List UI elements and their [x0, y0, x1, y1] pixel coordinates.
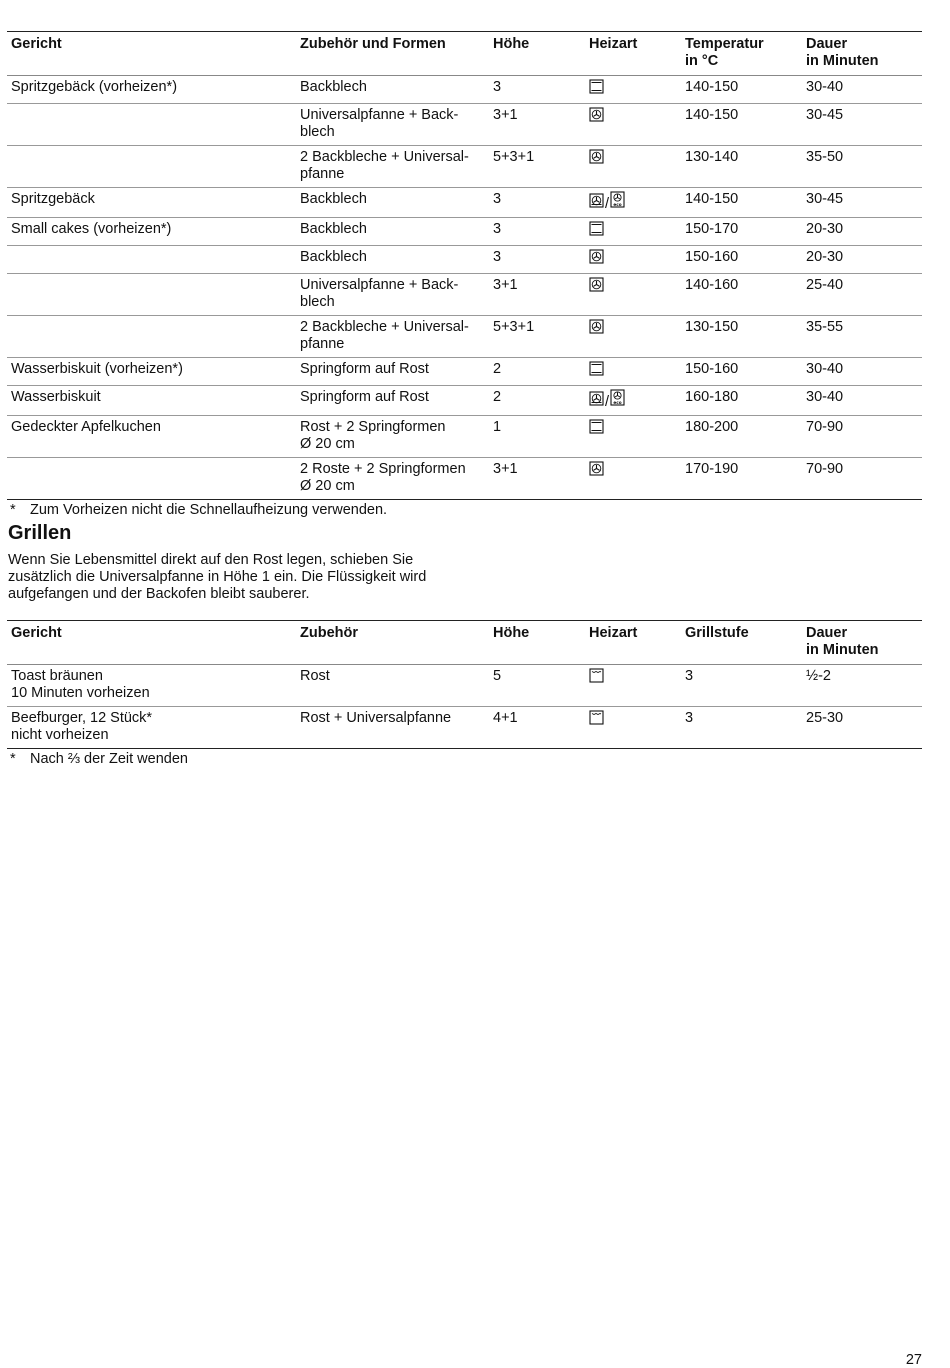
hot-air-icon [589, 319, 604, 339]
section-title: Grillen [8, 522, 72, 544]
duration-cell: 30-45 [806, 107, 844, 123]
temperature-cell: 140-150 [685, 107, 739, 123]
height-cell: 3+1 [493, 461, 518, 477]
duration-cell: 30-40 [806, 361, 844, 377]
hot-air-icon [589, 107, 604, 127]
column-header [296, 32, 489, 76]
table-row [7, 386, 922, 416]
accessory-cell: Backblech [300, 191, 367, 207]
heating-mode-cell [585, 458, 681, 500]
accessory-cell: 2 Backbleche + Universal- pfanne [300, 319, 469, 352]
column-header [681, 32, 802, 76]
hot-air-eco-icon: / eco [589, 191, 625, 213]
table-row [7, 458, 922, 500]
height-cell: 4+1 [493, 710, 518, 726]
duration-cell: 70-90 [806, 419, 844, 435]
height-cell: 1 [493, 419, 502, 435]
table-row [7, 707, 922, 749]
dish-cell: Gedeckter Apfelkuchen [11, 419, 161, 435]
dish-cell [7, 146, 296, 188]
height-cell: 3 [493, 221, 502, 237]
footnote-text: Nach ⅔ der Zeit wenden [30, 751, 188, 767]
hot-air-icon [589, 149, 604, 169]
svg-text:eco: eco [613, 202, 622, 207]
temperature-cell: 140-150 [685, 79, 739, 95]
dish-cell [7, 274, 296, 316]
section-intro: Wenn Sie Lebensmittel direkt auf den Rost legen, schieben Sie zusätzlich die Universalpfanne in Höhe 1 ein. Die Flüssigkeit wird aufgefangen und der Backofen bleibt sauberer. [8, 552, 427, 602]
height-cell: 3+1 [493, 277, 518, 293]
column-header [802, 621, 922, 665]
column-header-text: Dauer [806, 625, 848, 641]
grill-table [7, 620, 922, 749]
svg-text:eco: eco [613, 400, 622, 405]
height-cell: 3 [493, 79, 502, 95]
column-header [7, 621, 296, 665]
page-number: 27 [905, 1352, 922, 1368]
dish-cell: Small cakes (vorheizen*) [11, 221, 172, 237]
column-header-text: Zubehör [300, 625, 358, 641]
dish-cell [7, 458, 296, 500]
grill-icon [589, 668, 604, 688]
heating-mode-cell [585, 218, 681, 246]
table-header-row [7, 621, 922, 665]
table-row [7, 146, 922, 188]
heating-mode-cell [585, 146, 681, 188]
heating-mode-cell [585, 707, 681, 749]
dish-cell [7, 316, 296, 358]
table-row [7, 104, 922, 146]
temperature-cell: 150-160 [685, 249, 739, 265]
column-header [296, 621, 489, 665]
heating-mode-cell [585, 386, 681, 416]
duration-cell: 20-30 [806, 221, 844, 237]
temperature-cell: 130-140 [685, 149, 739, 165]
column-header [681, 621, 802, 665]
accessory-cell: Backblech [300, 221, 367, 237]
height-cell: 2 [493, 389, 502, 405]
heating-mode-cell [585, 274, 681, 316]
duration-cell: 20-30 [806, 249, 844, 265]
table-row [7, 665, 922, 707]
table-row [7, 76, 922, 104]
duration-cell: ½-2 [806, 668, 831, 684]
accessory-cell: 2 Backbleche + Universal- pfanne [300, 149, 469, 182]
dish-cell: Toast bräunen 10 Minuten vorheizen [11, 668, 150, 701]
column-header-text: Temperatur [685, 36, 764, 52]
column-header-text: in °C [685, 53, 719, 69]
heating-mode-cell [585, 358, 681, 386]
column-header-text: Gericht [11, 36, 62, 52]
table-row [7, 416, 922, 458]
top-bottom-heat-icon [589, 221, 604, 241]
accessory-cell: 2 Roste + 2 Springformen Ø 20 cm [300, 461, 466, 494]
accessory-cell: Rost + 2 Springformen Ø 20 cm [300, 419, 446, 452]
accessory-cell: Springform auf Rost [300, 361, 429, 377]
duration-cell: 35-55 [806, 319, 844, 335]
top-bottom-heat-icon [589, 79, 604, 99]
column-header-text: Heizart [589, 36, 638, 52]
temperature-cell: 150-170 [685, 221, 739, 237]
hot-air-icon [589, 249, 604, 269]
footnote [10, 751, 188, 767]
duration-cell: 35-50 [806, 149, 844, 165]
temperature-cell: 170-190 [685, 461, 739, 477]
duration-cell: 30-45 [806, 191, 844, 207]
accessory-cell: Backblech [300, 249, 367, 265]
table-row [7, 188, 922, 218]
hot-air-eco-icon: / eco [589, 389, 625, 411]
column-header-text: in Minuten [806, 53, 879, 69]
column-header [585, 32, 681, 76]
hot-air-icon [589, 277, 604, 297]
column-header-text: Heizart [589, 625, 638, 641]
dish-cell: Wasserbiskuit [11, 389, 101, 405]
table-row [7, 316, 922, 358]
column-header-text: in Minuten [806, 642, 879, 658]
column-header [585, 621, 681, 665]
top-bottom-heat-icon [589, 361, 604, 381]
table-row [7, 274, 922, 316]
temperature-cell: 130-150 [685, 319, 739, 335]
hot-air-icon [589, 461, 604, 481]
duration-cell: 30-40 [806, 79, 844, 95]
heating-mode-cell [585, 316, 681, 358]
baking-table [7, 31, 922, 500]
column-header-text: Höhe [493, 625, 530, 641]
grill-level-cell: 3 [685, 710, 694, 726]
top-bottom-heat-icon [589, 419, 604, 439]
temperature-cell: 140-150 [685, 191, 739, 207]
table-row [7, 246, 922, 274]
footnote-star: * [10, 502, 16, 518]
temperature-cell: 180-200 [685, 419, 739, 435]
height-cell: 3 [493, 191, 502, 207]
column-header-text: Dauer [806, 36, 848, 52]
height-cell: 3+1 [493, 107, 518, 123]
temperature-cell: 140-160 [685, 277, 739, 293]
accessory-cell: Universalpfanne + Back- blech [300, 107, 459, 140]
dish-cell: Spritzgebäck [11, 191, 95, 207]
footnote [10, 502, 387, 518]
heating-mode-cell [585, 416, 681, 458]
duration-cell: 25-30 [806, 710, 844, 726]
heating-mode-cell [585, 246, 681, 274]
temperature-cell: 160-180 [685, 389, 739, 405]
dish-cell: Beefburger, 12 Stück* nicht vorheizen [11, 710, 153, 743]
height-cell: 5 [493, 668, 502, 684]
dish-cell: Spritzgebäck (vorheizen*) [11, 79, 178, 95]
dish-cell [7, 246, 296, 274]
column-header [489, 32, 585, 76]
height-cell: 5+3+1 [493, 319, 535, 335]
table-row [7, 218, 922, 246]
column-header-text: Zubehör und Formen [300, 36, 446, 52]
temperature-cell: 150-160 [685, 361, 739, 377]
heating-mode-cell [585, 188, 681, 218]
accessory-cell: Universalpfanne + Back- blech [300, 277, 459, 310]
column-header [802, 32, 922, 76]
heating-mode-cell [585, 665, 681, 707]
column-header-text: Grillstufe [685, 625, 749, 641]
accessory-cell: Rost + Universalpfanne [300, 710, 452, 726]
column-header [7, 32, 296, 76]
height-cell: 5+3+1 [493, 149, 535, 165]
heating-mode-cell [585, 104, 681, 146]
heating-mode-cell [585, 76, 681, 104]
duration-cell: 70-90 [806, 461, 844, 477]
column-header-text: Höhe [493, 36, 530, 52]
grill-level-cell: 3 [685, 668, 694, 684]
duration-cell: 30-40 [806, 389, 844, 405]
dish-cell [7, 104, 296, 146]
grill-icon [589, 710, 604, 730]
accessory-cell: Rost [300, 668, 330, 684]
column-header [489, 621, 585, 665]
height-cell: 3 [493, 249, 502, 265]
duration-cell: 25-40 [806, 277, 844, 293]
column-header-text: Gericht [11, 625, 62, 641]
footnote-star: * [10, 751, 16, 767]
height-cell: 2 [493, 361, 502, 377]
dish-cell: Wasserbiskuit (vorheizen*) [11, 361, 183, 377]
table-header-row [7, 32, 922, 76]
footnote-text: Zum Vorheizen nicht die Schnellaufheizung verwenden. [30, 502, 388, 518]
accessory-cell: Backblech [300, 79, 367, 95]
accessory-cell: Springform auf Rost [300, 389, 429, 405]
table-row [7, 358, 922, 386]
